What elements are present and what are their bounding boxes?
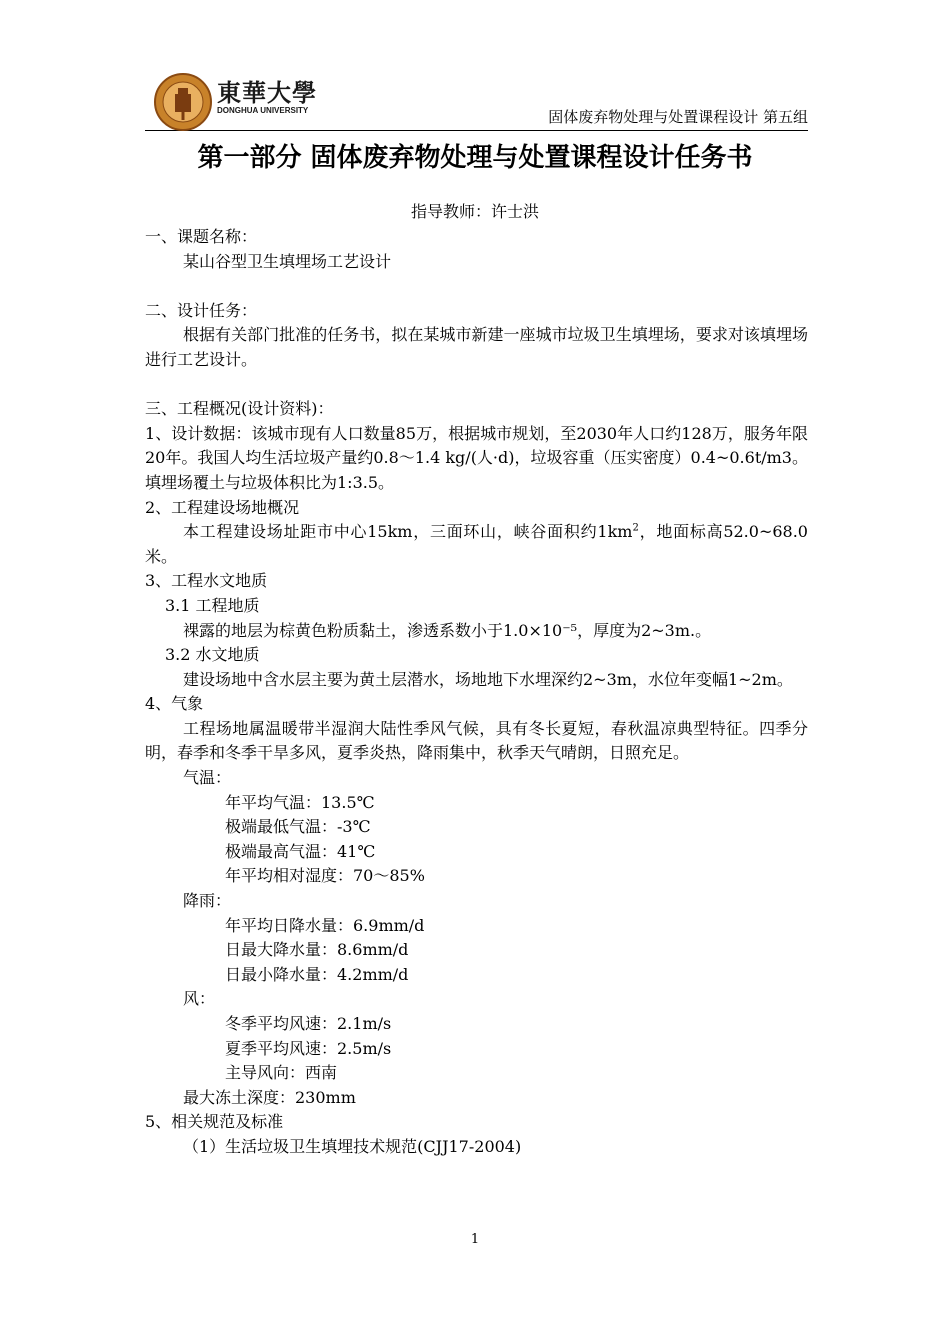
design-data-paragraph: 1、设计数据：该城市现有人口数量85万，根据城市规划，至2030年人口约128万，服务年限20年。我国人均生活垃圾产量约0.8～1.4 kg/(人·d)，垃圾容重（压实密度）0.4~0.6t/m3。填埋场覆土与垃圾体积比为1:3.5。 [145, 423, 808, 492]
section-1-heading: 一、课题名称： [145, 227, 258, 246]
climate-body: 工程场地属温暖带半湿润大陆性季风气候，具有冬长夏短，春秋温凉典型特征。四季分明，春季和冬季干旱多风，夏季炎热，降雨集中，秋季天气晴朗，日照充足。 [145, 718, 808, 763]
temperature-label: 气温： [183, 768, 232, 788]
temperature-item: 极端最高气温：41℃ [225, 841, 376, 861]
logo-chinese-name: 東華大學 [217, 78, 317, 107]
page-number: 1 [470, 1232, 480, 1247]
spacer [145, 373, 808, 398]
climate-heading: 4、气象 [145, 694, 204, 714]
wind-label: 风： [183, 989, 216, 1009]
university-logo-text [217, 80, 317, 116]
wind-item: 夏季平均风速：2.5m/s [225, 1038, 392, 1058]
frost-depth: 最大冻土深度：230mm [183, 1087, 356, 1107]
instructor-line: 指导教师：许士洪 [410, 202, 539, 221]
university-seal-icon [153, 72, 213, 132]
rainfall-item: 日最大降水量：8.6mm/d [225, 940, 409, 960]
rainfall-item: 日最小降水量：4.2mm/d [225, 964, 409, 984]
geology-body: 裸露的地层为棕黄色粉质黏土，渗透系数小于1.0×10⁻⁵，厚度为2~3m.。 [183, 620, 712, 640]
site-overview-text-b: ，地面标高52.0~68.0米。 [145, 522, 808, 566]
temperature-item: 年平均相对湿度：70～85% [225, 866, 425, 886]
geology-subheading: 3.1 工程地质 [165, 595, 260, 615]
page-header [145, 66, 808, 131]
rainfall-item: 年平均日降水量：6.9mm/d [225, 915, 425, 935]
temperature-item: 年平均气温：13.5℃ [225, 792, 375, 812]
logo-english-name: DONGHUA UNIVERSITY [217, 106, 309, 115]
standards-item: （1）生活垃圾卫生填埋技术规范(CJJ17-2004) [183, 1136, 522, 1156]
spacer [145, 274, 808, 299]
header-course-title: 固体废弃物处理与处置课程设计 第五组 [548, 108, 808, 126]
section-1-body: 某山谷型卫生填埋场工艺设计 [183, 251, 392, 271]
wind-item: 冬季平均风速：2.1m/s [225, 1014, 392, 1033]
site-overview-heading: 2、工程建设场地概况 [145, 497, 300, 517]
page-title: 第一部分 固体废弃物处理与处置课程设计任务书 [197, 143, 753, 173]
area-superscript: 2 [632, 522, 639, 534]
hydrology-body: 建设场地中含水层主要为黄土层潜水，场地地下水埋深约2~3m，水位年变幅1~2m。 [183, 669, 793, 689]
site-overview-text-a: 本工程建设场址距市中心15km，三面环山，峡谷面积约1km [183, 522, 633, 542]
rainfall-label: 降雨： [183, 891, 232, 911]
section-2-heading: 二、设计任务： [145, 300, 258, 320]
temperature-item: 极端最低气温：-3℃ [225, 817, 371, 837]
wind-item: 主导风向：西南 [225, 1063, 338, 1083]
section-3-heading: 三、工程概况(设计资料)： [145, 399, 334, 419]
standards-heading: 5、相关规范及标准 [145, 1112, 284, 1132]
hydrogeology-heading: 3、工程水文地质 [145, 571, 268, 591]
section-2-body: 根据有关部门批准的任务书，拟在某城市新建一座城市垃圾卫生填埋场，要求对该填埋场进行工艺设计。 [145, 325, 808, 369]
hydrology-subheading: 3.2 水文地质 [165, 645, 260, 665]
site-overview-body [145, 520, 808, 569]
document-body [145, 225, 808, 1160]
